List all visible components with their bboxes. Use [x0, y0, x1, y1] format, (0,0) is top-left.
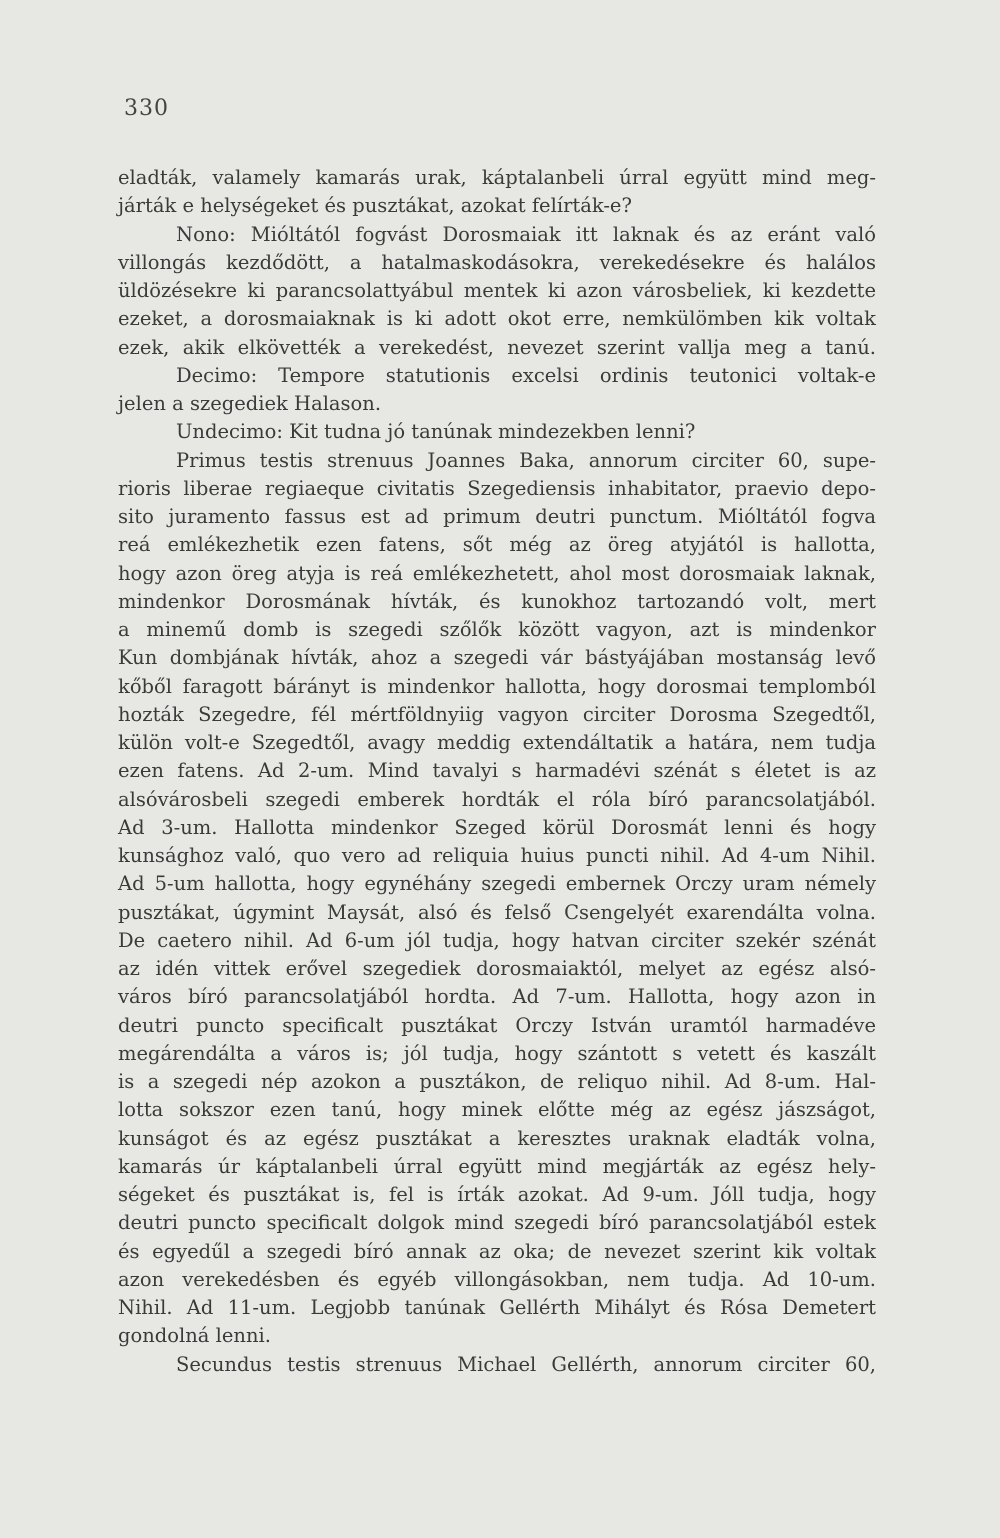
- text-line: külön volt-e Szegedtől, avagy meddig extendáltatik a határa, nem tudja: [118, 731, 876, 754]
- text-line: a minemű domb is szegedi szőlők között vagyon, azt is mindenkor: [118, 618, 876, 641]
- text-line: pusztákat, úgymint Maysát, alsó és felső Csengelyét exarendálta volna.: [118, 900, 876, 924]
- text-line: hogy azon öreg atyja is reá emlékezhetett, ahol most dorosmaiak laknak,: [118, 561, 876, 585]
- page-number: 330: [124, 96, 169, 121]
- text-line: sito juramento fassus est ad primum deutri punctum. Mióltától fogva: [118, 505, 876, 528]
- text-line: Nono: Mióltától fogvást Dorosmaiak itt laknak és az eránt való: [176, 222, 876, 246]
- body-text: [118, 164, 876, 1379]
- text-line: deutri puncto specificalt dolgok mind szegedi bíró parancsolatjából estek: [118, 1211, 876, 1235]
- text-line: is a szegedi nép azokon a pusztákon, de reliquo nihil. Ad 8-um. Hal-: [118, 1070, 876, 1093]
- text-line: mindenkor Dorosmának hívták, és kunokhoz tartozandó volt, mert: [118, 589, 876, 613]
- text-line: kamarás úr káptalanbeli úrral együtt mind megjárták az egész hely-: [118, 1154, 876, 1178]
- text-line: Kun dombjának hívták, ahoz a szegedi vár bástyájában mostanság levő: [118, 646, 876, 670]
- text-line: város bíró parancsolatjából hordta. Ad 7-um. Hallotta, hogy azon in: [118, 985, 876, 1009]
- text-line: ezeket, a dorosmaiaknak is ki adott okot erre, nemkülömben kik voltak: [118, 307, 876, 331]
- text-line: Primus testis strenuus Joannes Baka, annorum circiter 60, supe-: [176, 448, 876, 472]
- text-line: az idén vittek erővel szegediek dorosmaiaktól, melyet az egész alsó-: [118, 957, 876, 980]
- text-line: jelen a szegediek Halason.: [118, 392, 382, 415]
- text-line: üldözésekre ki parancsolattyábul mentek ki azon városbeliek, ki kezdette: [118, 279, 876, 302]
- text-line: ségeket és pusztákat is, fel is írták azokat. Ad 9-um. Jóll tudja, hogy: [118, 1183, 876, 1206]
- text-line: Nihil. Ad 11-um. Legjobb tanúnak Gellérth Mihályt és Rósa Demetert: [118, 1296, 876, 1319]
- text-line: Ad 5-um hallotta, hogy egynéhány szegedi embernek Orczy uram némely: [118, 872, 876, 896]
- text-line: reá emlékezhetik ezen fatens, sőt még az öreg atyjától is hallotta,: [118, 533, 876, 557]
- text-line: azon verekedésben és egyéb villongásokban, nem tudja. Ad 10-um.: [118, 1267, 876, 1291]
- text-line: kunsághoz való, quo vero ad reliquia huius puncti nihil. Ad 4-um Nihil.: [118, 844, 876, 867]
- text-line: Ad 3-um. Hallotta mindenkor Szeged körül Dorosmát lenni és hogy: [118, 815, 876, 839]
- text-line: ezen fatens. Ad 2-um. Mind tavalyi s harmadévi szénát s életet is az: [118, 759, 876, 783]
- text-line: ezek, akik elkövették a verekedést, nevezet szerint vallja meg a tanú.: [118, 335, 876, 359]
- text-line: kőből faragott bárányt is mindenkor hallotta, hogy dorosmai templomból: [118, 674, 876, 698]
- text-line: és egyedűl a szegedi bíró annak az oka; de nevezet szerint kik voltak: [118, 1239, 876, 1263]
- text-line: hozták Szegedre, fél mértföldnyiig vagyon circiter Dorosma Szegedtől,: [118, 702, 876, 726]
- text-line: De caetero nihil. Ad 6-um jól tudja, hogy hatvan circiter szekér szénát: [118, 928, 876, 952]
- text-line: Secundus testis strenuus Michael Gellérth, annorum circiter 60,: [176, 1352, 876, 1376]
- text-line: Undecimo: Kit tudna jó tanúnak mindezekben lenni?: [176, 420, 696, 444]
- text-line: eladták, valamely kamarás urak, káptalanbeli úrral együtt mind meg-: [118, 166, 876, 189]
- text-line: megárendálta a város is; jól tudja, hogy szántott s vetett és kaszált: [118, 1041, 876, 1065]
- text-line: alsóvárosbeli szegedi emberek hordták el róla bíró parancsolatjából.: [118, 787, 876, 811]
- text-line: járták e helységeket és pusztákat, azokat felírták-e?: [118, 194, 632, 218]
- text-line: rioris liberae regiaeque civitatis Szegediensis inhabitator, praevio depo-: [118, 476, 876, 500]
- text-line: Decimo: Tempore statutionis excelsi ordinis teutonici voltak-e: [176, 363, 876, 387]
- text-line: lotta sokszor ezen tanú, hogy minek előtte még az egész jászságot,: [118, 1098, 876, 1122]
- text-line: deutri puncto specificalt pusztákat Orczy István uramtól harmadéve: [118, 1013, 876, 1037]
- text-line: villongás kezdődött, a hatalmaskodásokra, verekedésekre és halálos: [118, 250, 876, 274]
- text-line: gondolná lenni.: [118, 1324, 271, 1348]
- text-line: kunságot és az egész pusztákat a keresztes uraknak eladták volna,: [118, 1126, 876, 1150]
